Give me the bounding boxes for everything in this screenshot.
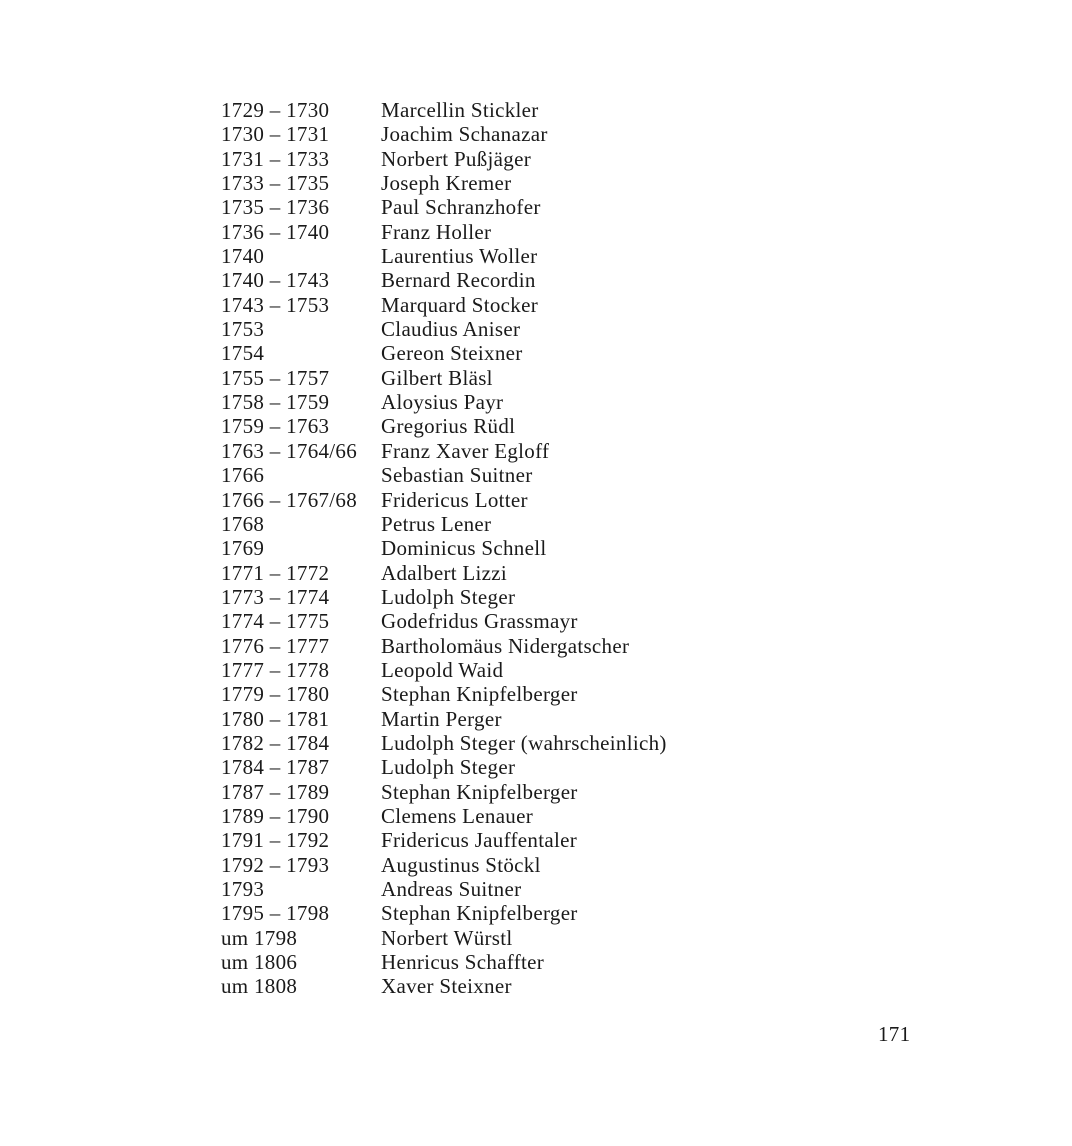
entry-name: Xaver Steixner bbox=[381, 974, 512, 999]
list-item bbox=[221, 536, 667, 560]
list-item bbox=[221, 366, 667, 390]
list-item bbox=[221, 950, 667, 974]
list-item bbox=[221, 463, 667, 487]
list-item bbox=[221, 634, 667, 658]
entry-name: Augustinus Stöckl bbox=[381, 852, 541, 877]
entry-name: Stephan Knipfelberger bbox=[381, 901, 578, 926]
entry-name: Ludolph Steger (wahrscheinlich) bbox=[381, 730, 667, 755]
list-item bbox=[221, 390, 667, 414]
list-item bbox=[221, 512, 667, 536]
entry-name: Dominicus Schnell bbox=[381, 536, 547, 561]
page-number: 171 bbox=[878, 1022, 911, 1046]
entry-years: 1754 bbox=[221, 341, 265, 366]
entry-years: 1743 – 1753 bbox=[221, 292, 330, 317]
entry-years: 1782 – 1784 bbox=[221, 730, 330, 755]
list-item bbox=[221, 658, 667, 682]
entry-years: 1735 – 1736 bbox=[221, 195, 330, 220]
list-item bbox=[221, 244, 667, 268]
entry-name: Norbert Würstl bbox=[381, 925, 513, 950]
list-item bbox=[221, 853, 667, 877]
entry-years: 1758 – 1759 bbox=[221, 390, 330, 415]
entry-years: 1729 – 1730 bbox=[221, 98, 330, 122]
entry-years: 1768 bbox=[221, 511, 265, 536]
entry-years: 1787 – 1789 bbox=[221, 779, 330, 804]
entry-name: Petrus Lener bbox=[381, 511, 492, 536]
list-item bbox=[221, 561, 667, 585]
entry-name: Paul Schranzhofer bbox=[381, 195, 541, 220]
entry-name: Gilbert Bläsl bbox=[381, 365, 493, 390]
entry-name: Stephan Knipfelberger bbox=[381, 779, 578, 804]
entry-name: Norbert Pußjäger bbox=[381, 146, 532, 171]
entry-years: 1793 bbox=[221, 877, 265, 901]
list-item bbox=[221, 171, 667, 195]
entry-years: um 1806 bbox=[221, 950, 298, 975]
entry-years: 1763 – 1764/66 bbox=[221, 438, 358, 463]
entry-name: Joseph Kremer bbox=[381, 171, 512, 196]
list-item bbox=[221, 804, 667, 828]
entry-name: Joachim Schanazar bbox=[381, 122, 548, 147]
entry-name: Henricus Schaffter bbox=[381, 950, 545, 975]
entry-name: Marcellin Stickler bbox=[381, 98, 539, 122]
list-item bbox=[221, 828, 667, 852]
entry-years: 1766 bbox=[221, 463, 265, 488]
entry-name: Fridericus Lotter bbox=[381, 487, 528, 512]
list-item bbox=[221, 609, 667, 633]
entry-years: 1792 – 1793 bbox=[221, 852, 330, 877]
entry-name: Aloysius Payr bbox=[381, 390, 504, 415]
entry-name: Adalbert Lizzi bbox=[381, 560, 508, 585]
list-item bbox=[221, 98, 667, 122]
list-item bbox=[221, 220, 667, 244]
entry-name: Gregorius Rüdl bbox=[381, 414, 516, 439]
entry-years: 1740 bbox=[221, 244, 265, 269]
chronology-list bbox=[221, 98, 667, 999]
entry-name: Fridericus Jauffentaler bbox=[381, 828, 578, 853]
entry-name: Andreas Suitner bbox=[381, 877, 522, 901]
list-item bbox=[221, 488, 667, 512]
entry-years: um 1808 bbox=[221, 974, 298, 999]
entry-years: 1733 – 1735 bbox=[221, 171, 330, 196]
entry-years: 1740 – 1743 bbox=[221, 268, 330, 293]
list-item bbox=[221, 926, 667, 950]
list-item bbox=[221, 585, 667, 609]
list-item bbox=[221, 731, 667, 755]
entry-years: 1784 – 1787 bbox=[221, 755, 330, 780]
list-item bbox=[221, 901, 667, 925]
entry-name: Bernard Recordin bbox=[381, 268, 536, 293]
entry-years: 1759 – 1763 bbox=[221, 414, 330, 439]
list-item bbox=[221, 122, 667, 146]
entry-years: 1776 – 1777 bbox=[221, 633, 330, 658]
entry-name: Bartholomäus Nidergatscher bbox=[381, 633, 630, 658]
entry-years: 1777 – 1778 bbox=[221, 657, 330, 682]
entry-years: 1753 bbox=[221, 317, 265, 342]
list-item bbox=[221, 439, 667, 463]
list-item bbox=[221, 877, 667, 901]
list-item bbox=[221, 780, 667, 804]
entry-name: Laurentius Woller bbox=[381, 244, 538, 269]
list-item bbox=[221, 195, 667, 219]
list-item bbox=[221, 341, 667, 365]
entry-name: Marquard Stocker bbox=[381, 292, 538, 317]
entry-years: 1774 – 1775 bbox=[221, 609, 330, 634]
list-item bbox=[221, 317, 667, 341]
entry-years: 1773 – 1774 bbox=[221, 584, 330, 609]
entry-years: 1795 – 1798 bbox=[221, 901, 330, 926]
entry-name: Martin Perger bbox=[381, 706, 502, 731]
list-item bbox=[221, 707, 667, 731]
list-item bbox=[221, 974, 667, 998]
entry-years: 1780 – 1781 bbox=[221, 706, 330, 731]
entry-years: um 1798 bbox=[221, 925, 298, 950]
entry-name: Franz Holler bbox=[381, 219, 492, 244]
entry-years: 1731 – 1733 bbox=[221, 146, 330, 171]
entry-name: Godefridus Grassmayr bbox=[381, 609, 578, 634]
entry-name: Leopold Waid bbox=[381, 657, 504, 682]
list-item bbox=[221, 755, 667, 779]
entry-name: Claudius Aniser bbox=[381, 317, 521, 342]
entry-years: 1730 – 1731 bbox=[221, 122, 330, 147]
entry-years: 1766 – 1767/68 bbox=[221, 487, 358, 512]
entry-years: 1791 – 1792 bbox=[221, 828, 330, 853]
entry-years: 1771 – 1772 bbox=[221, 560, 330, 585]
entry-name: Ludolph Steger bbox=[381, 584, 516, 609]
entry-name: Clemens Lenauer bbox=[381, 803, 534, 828]
entry-years: 1755 – 1757 bbox=[221, 365, 330, 390]
entry-name: Sebastian Suitner bbox=[381, 463, 533, 488]
entry-name: Ludolph Steger bbox=[381, 755, 516, 780]
entry-years: 1736 – 1740 bbox=[221, 219, 330, 244]
entry-name: Stephan Knipfelberger bbox=[381, 682, 578, 707]
entry-name: Gereon Steixner bbox=[381, 341, 523, 366]
list-item bbox=[221, 147, 667, 171]
list-item bbox=[221, 414, 667, 438]
list-item bbox=[221, 268, 667, 292]
entry-years: 1779 – 1780 bbox=[221, 682, 330, 707]
list-item bbox=[221, 682, 667, 706]
entry-years: 1789 – 1790 bbox=[221, 803, 330, 828]
entry-name: Franz Xaver Egloff bbox=[381, 438, 550, 463]
entry-years: 1769 bbox=[221, 536, 265, 561]
list-item bbox=[221, 293, 667, 317]
